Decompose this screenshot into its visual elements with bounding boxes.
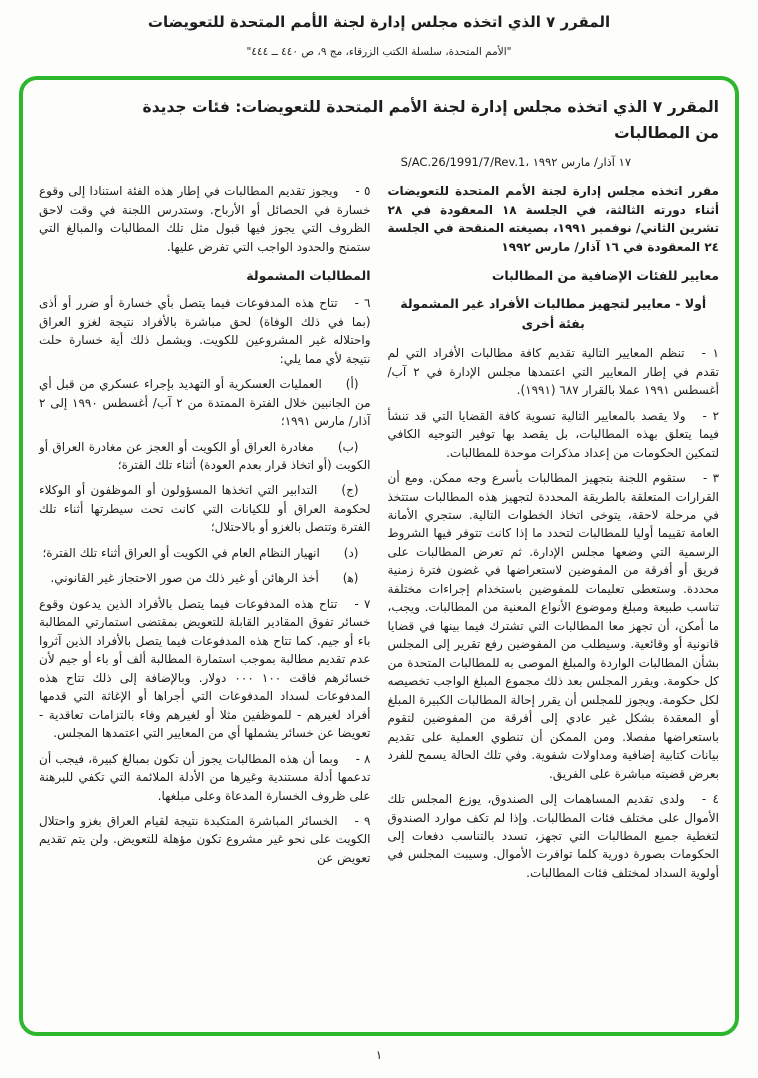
column-left [39,182,371,889]
paragraph-text: وبما أن هذه المطالبات يجوز أن تكون بمبالغ كبيرة، فيجب أن تدعمها أدلة مستندية وغيرها من الأدلة الملائمة التي تكفي للبرهنة على ظروف الخسارة المدعاة وعلى مبلغها. [39,751,371,803]
list-item-marker: (ب) [337,439,359,454]
list-item-c [39,481,371,536]
paragraph-number: ٣ - [702,471,720,486]
paragraph-8 [39,750,371,805]
list-item-marker: (أ) [345,377,359,392]
document-reference: S/AC.26/1991/7/Rev.1، ١٧ آذار/ مارس ١٩٩٢ [400,155,631,170]
paragraph-number: ٥ - [355,184,371,199]
paragraph-1 [388,344,720,399]
covered-claims-heading: المطالبات المشمولة [246,268,371,283]
page-number: ١ [375,1048,383,1062]
list-item-text: انهيار النظام العام في الكويت أو العراق أثناء تلك الفترة؛ [42,545,320,560]
paragraph-number: ٢ - [702,408,720,423]
column-right [388,182,720,889]
two-column-body [39,182,719,889]
paragraph-text: تتاح هذه المدفوعات فيما يتصل بأي خسارة أو ضرر أو أذى (بما في ذلك الوفاة) لحق مباشرة بالأفراد نتيجة لغزو العراق واحتلاله غير المشروعين للكويت. ويشمل ذلك أية خسارة حلت نتيجة لأي مما يلي: [39,296,371,366]
list-item-text: التدابير التي اتخذها المسؤولون أو الموظفون أو الوكلاء لحكومة العراق أو للكيانات التي كانت تحت سيطرتها أثناء تلك الفترة وتتصل بالغزو أو بالاحتلال؛ [39,483,371,535]
list-item-text: مغادرة العراق أو الكويت أو العجز عن مغادرة العراق أو الكويت (أو اتخاذ قرار بعدم العودة) أثناء تلك الفترة؛ [39,439,371,472]
paragraph-4 [388,790,720,882]
paragraph-text: الخسائر المباشرة المتكبدة نتيجة لقيام العراق بغزو واحتلال الكويت على نحو غير مشروع تكون مؤهلة للتعويض. ولن يتم تقديم تعويض عن [39,813,371,865]
paragraph-text: ولا يقصد بالمعايير التالية تسوية كافة القضايا التي قد تنشأ فيما يتعلق بهذه المطالبات، بل يقصد بها توفير التوجيه الكافي لتمكين الحكومات من إعداد مذكرات موحدة للمطالبات. [387,408,719,460]
list-item-marker: (ج) [341,483,359,498]
document-title: المقرر ٧ الذي اتخذه مجلس إدارة لجنة الأمم المتحدة للتعويضات: فئات جديدة من المطالبات [142,98,719,142]
list-item-d [39,544,371,562]
header-title: المقرر ٧ الذي اتخذه مجلس إدارة لجنة الأمم المتحدة للتعويضات [147,13,611,31]
criteria-heading: معايير للفئات الإضافية من المطالبات [491,268,719,283]
document-frame [19,76,739,1036]
list-item-a [39,375,371,430]
list-item-e [39,569,371,587]
paragraph-number: ٩ - [354,813,371,828]
paragraph-text: ولدى تقديم المساهمات إلى الصندوق، يوزع المجلس تلك الأموال على مختلف فئات المطالبات. وإذا لم تكف موارد الصندوق لتغطية جميع المطالبات التي تجهز، تسدد بالتناسب دفعات إلى الحكومات بصورة دورية كلما توافرت الأموال. وسيبت المجلس في أولوية السداد لمختلف فئات المطالبات. [387,792,719,880]
page-header [0,0,758,58]
paragraph-2 [388,407,720,462]
paragraph-number: ٦ - [354,296,371,311]
paragraph-5 [39,182,371,256]
list-item-marker: (ﻫ) [342,571,359,586]
paragraph-9 [39,812,371,867]
paragraph-6 [39,294,371,368]
paragraph-number: ٤ - [701,792,719,807]
paragraph-text: تتاح هذه المدفوعات فيما يتصل بالأفراد الذين يدعون وقوع خسائر تفوق المقادير القابلة للتعويض بمقتضى استمارتي المطالبة باء أو جيم. كما تتاح هذه المدفوعات فيما يتصل بالأفراد الذين آثروا عدم تقديم مطالبة بموجب استمارة المطالبة ألف أو باء أو جيم لأن خسائرهم فاقت ١٠٠ ٠٠٠ دولار. وبالإضافة إلى ذلك تتاح هذه المدفوعات لسداد المدفوعات التي أجراها أو الإغاثة التي قدمها أفراد لغيرهم - للموظفين مثلا أو لغيرهم وفاء بالتزامات تعاقدية - تعويضا عن خسائر يشملها أي من المعايير التي اعتمدها المجلس. [39,596,371,741]
paragraph-number: ٧ - [354,596,371,611]
list-item-b [39,438,371,475]
section-one-heading: أولا - معايير لتجهيز مطالبات الأفراد غير المشمولة بفئة أخرى [400,296,707,332]
paragraph-number: ٨ - [355,751,371,766]
list-item-marker: (د) [343,545,359,560]
paragraph-3 [388,469,720,783]
paragraph-text: ستقوم اللجنة بتجهيز المطالبات بأسرع وجه ممكن. ومع أن القرارات المتعلقة بالطريقة المحددة لتجهيز هذه المطالبات ستتخذ في مرحلة لاحقة، يتوخى اتخاذ الخطوات التالية. ستجري الأمانة العامة تقييما أوليا للمطالبات لتحدد ما إذا كانت تتوفر فيها الشروط الرسمية التي وضعها مجلس الإدارة. ثم تعرض المطالبات على فريق أو أفرقة من المفوضين لاستعراضها في غضون فترة زمنية محددة. وستعطى تعليمات للمفوضين باستخدام إجراءات مختلفة تناسب طبيعة ومبلغ وموضوع الأنواع المعنية من المطالبات. ويجب، ما أمكن، أن تجهز معا المطالبات التي تشترك فيما بينها في قضايا قانونية أو وقائعية. وسيطلب من المفوضين رفع تقرير إلى المجلس بشأن المطالبات الواردة والمبلغ الموصى به للمطالبات المتحدة من كل حكومة. ويقرر المجلس بعد ذلك مجموع المبلغ الواجب تخصيصه لكل حكومة. ويجوز للمجلس أن يقرر إحالة المطالبات الكبيرة المبلغ أو المعقدة بشكل غير عادي إلى أفرقة من المفوضين لتقوم باستعراضها مفصلا. ومن الممكن أن تنطوي العملية على تقديم بيانات كتابية إضافية ومداولات شفوية. وفي تلك الحالة يسمح للفرد بعرض قضيته مباشرة على الفريق. [387,471,719,781]
header-subtitle: "الأمم المتحدة، سلسلة الكتب الزرقاء، مج ٩، ص ٤٤٠ ــ ٤٤٤" [246,46,512,58]
paragraph-7 [39,595,371,743]
list-item-text: العمليات العسكرية أو التهديد بإجراء عسكري من قبل أي من الجانبين خلال الفترة الممتدة من ٢ آب/ أغسطس ١٩٩٠ إلى ٢ آذار/ مارس ١٩٩١؛ [39,377,371,429]
paragraph-text: ويجوز تقديم المطالبات في إطار هذه الفئة استنادا إلى وقوع خسارة في الحصائل أو الأرباح. وستدرس اللجنة في وقت لاحق الظروف التي يجوز فيها قبول مثل تلك المطالبات والمبالغ التي ستمنح والحدود الواجب التي تفرض عليها. [39,184,371,254]
paragraph-number: ١ - [701,346,719,361]
decision-intro: مقرر اتخذه مجلس إدارة لجنة الأمم المتحدة للتعويضات أثناء دورته الثالثة، في الجلسة ١٨ المعقودة في ٢٨ تشرين الثاني/ نوفمبر ١٩٩١، بصيغته المنقحة في الجلسة ٢٤ المعقودة في ١٦ آذار/ مارس ١٩٩٢ [387,184,719,254]
paragraph-text: تنظم المعايير التالية تقديم كافة مطالبات الأفراد التي لم تقدم في إطار المعايير التي اعتمدها مجلس الإدارة في ٢ آب/ أغسطس ١٩٩١ عملا بالقرار ٦٨٧ (١٩٩١). [387,346,719,398]
list-item-text: أخذ الرهائن أو غير ذلك من صور الاحتجاز غير القانوني. [50,571,319,586]
